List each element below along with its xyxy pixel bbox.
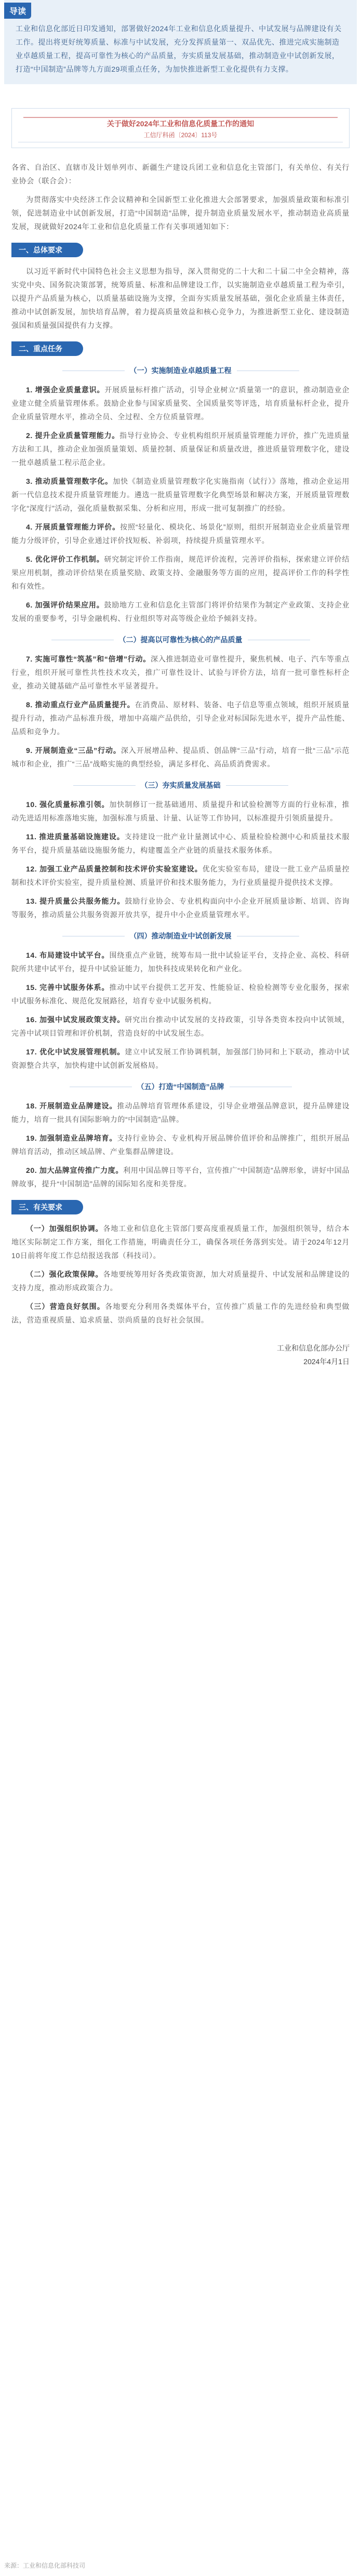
task-title: 3. 推动质量管理数字化。 bbox=[26, 477, 113, 485]
task-item bbox=[11, 598, 350, 625]
requirement-desc: 各地工业和信息化主管部门要高度重视质量工作，加强组织领导，结合本地区实际制定工作方案，细化工作措施，明确责任分工，确保各项任务落到实处。请于2024年12月10日前将年度工作总结报送我部（科技司）。 bbox=[11, 1224, 350, 1260]
task-title: 1. 增强企业质量意识。 bbox=[26, 386, 105, 394]
task-title: 10. 强化质量标准引领。 bbox=[26, 800, 110, 809]
task-title: 19. 加强制造业品牌培育。 bbox=[26, 1134, 117, 1142]
task-desc: 按照“轻量化、模块化、场景化”原则，组织开展制造业企业质量管理能力分级评价，引导企业通过评价找短板、补弱项，持续提升质量管理水平。 bbox=[11, 523, 350, 545]
requirement-title: （二）强化政策保障。 bbox=[26, 1270, 103, 1278]
subsection-5-body bbox=[11, 1099, 350, 1191]
lead-text: 工业和信息化部近日印发通知，部署做好2024年工业和信息化质量提升、中试发展与品牌建设有关工作。提出将更好统筹质量、标准与中试发展，充分发挥质量第一、双品优先、推进完成实施制造业卓越质量工程，提高可靠性为核心的产品质量，夯实质量发展基础，推动制造业中试创新发展，打造“中国制造”品牌等九方面29项重点任务，为加快推进新型工业化提供有力支撑。 bbox=[16, 24, 342, 73]
task-item bbox=[11, 1164, 350, 1191]
signature-block bbox=[11, 1341, 350, 1368]
task-desc: 加快制修订一批基础通用、质量提升和试验检测等方面的行业标准，推动先进适用标准落地实施，加强标准与质量、计量、认证等工作协同，以标准提升引领质量提升。 bbox=[11, 800, 350, 822]
task-desc: 围绕重点产业链，统筹布局一批中试验证平台，支持企业、高校、科研院所共建中试平台，提升中试验证能力，加快科技成果转化和产业化。 bbox=[11, 951, 350, 973]
task-desc: 深入开展增品种、提品质、创品牌“三品”行动，培育一批“三品”示范城市和企业，推广“三品”战略实施的典型经验，满足多样化、高品质消费需求。 bbox=[11, 746, 350, 768]
notice-body bbox=[11, 161, 350, 233]
task-title: 14. 布局建设中试平台。 bbox=[26, 951, 110, 959]
task-item bbox=[11, 552, 350, 593]
task-title: 18. 开展制造业品牌建设。 bbox=[26, 1102, 117, 1110]
task-desc: 优化实验室布局，建设一批工业产品质量控制和技术评价实验室，提升质量检测、质量评价和技术服务能力，为行业质量提升提供技术支撑。 bbox=[11, 865, 350, 887]
subsection-title: （三）夯实质量发展基础 bbox=[140, 781, 221, 789]
subsection-head-2 bbox=[0, 635, 361, 645]
task-item bbox=[11, 474, 350, 515]
task-item bbox=[11, 383, 350, 424]
task-item bbox=[11, 862, 350, 889]
subsection-title: （四）推动制造业中试创新发展 bbox=[129, 932, 232, 940]
section-head-3: 三、有关要求 bbox=[11, 1200, 83, 1214]
task-title: 5. 优化评价工作机制。 bbox=[26, 555, 104, 563]
requirement-title: （一）加强组织协调。 bbox=[26, 1224, 103, 1233]
sub-dash-right bbox=[226, 785, 288, 786]
addressee-paragraph: 各省、自治区、直辖市及计划单列市、新疆生产建设兵团工业和信息化主管部门，有关单位、有关行业协会（联合会）： bbox=[11, 163, 350, 185]
task-desc: 深入推进制造业可靠性提升，聚焦机械、电子、汽车等重点行业，组织开展可靠性共性技术攻关，推广可靠性设计、试验与评价方法，培育一批可靠性标杆企业，推动关键基础产品可靠性水平显著提升。 bbox=[11, 655, 350, 690]
subsection-title: （一）实施制造业卓越质量工程 bbox=[129, 366, 232, 375]
task-title: 17. 优化中试发展管理机制。 bbox=[26, 1048, 125, 1056]
subsection-3-body bbox=[11, 798, 350, 921]
task-title: 12. 加强工业产品质量控制和技术评价实验室建设。 bbox=[26, 865, 203, 873]
task-item bbox=[11, 698, 350, 738]
requirement-item bbox=[11, 1267, 350, 1294]
section-1-body bbox=[11, 265, 350, 332]
task-item bbox=[11, 798, 350, 825]
section-head-2: 二、重点任务 bbox=[11, 341, 83, 356]
task-title: 15. 完善中试服务体系。 bbox=[26, 983, 110, 992]
task-desc: 加快《制造业质量管理数字化实施指南（试行）》落地，推动企业运用新一代信息技术提升质量管理能力。遴选一批质量管理数字化典型场景和解决方案，开展质量管理数字化“深度行”活动，强化质量数据采集、分析和应用，形成一批可复制推广的经验。 bbox=[11, 477, 350, 512]
subsection-2-body bbox=[11, 652, 350, 771]
task-desc: 鼓励地方工业和信息化主管部门将评价结果作为制定产业政策、支持企业发展的重要参考，引导金融机构、行业组织等对高等级企业给予倾斜支持。 bbox=[11, 601, 350, 623]
task-title: 11. 推进质量基础设施建设。 bbox=[26, 833, 125, 841]
task-title: 8. 推动重点行业产品质量提升。 bbox=[26, 701, 135, 709]
task-desc: 研究制定评价工作指南，规范评价流程，完善评价指标，探索建立评价结果应用机制，推动评价结果在质量奖励、政策支持、金融服务等方面的应用，提高评价工作的科学性和有效性。 bbox=[11, 555, 350, 590]
requirement-item bbox=[11, 1222, 350, 1262]
task-item bbox=[11, 1013, 350, 1040]
task-desc: 支持建设一批产业计量测试中心、质量检验检测中心和质量技术服务平台，提升质量基础设施服务能力，构建覆盖全产业链的质量技术服务体系。 bbox=[11, 833, 350, 854]
task-title: 20. 加大品牌宣传推广力度。 bbox=[26, 1166, 124, 1174]
lead-box bbox=[4, 0, 357, 84]
task-desc: 推动品牌培育管理体系建设，引导企业增强品牌意识，提升品牌建设能力，培育一批具有国际影响力的“中国制造”品牌。 bbox=[11, 1102, 350, 1124]
task-desc: 支持行业协会、专业机构开展品牌价值评价和品牌推广，组织开展品牌培育活动，推动区域品牌、产业集群品牌建设。 bbox=[11, 1134, 350, 1156]
lead-tag: 导读 bbox=[4, 3, 31, 19]
task-item bbox=[11, 981, 350, 1008]
task-desc: 在消费品、原材料、装备、电子信息等重点领域，组织开展质量提升行动，推动产品标准升级，增加中高端产品供给，引导企业对标国际先进水平，提升产品性能、品质和竞争力。 bbox=[11, 701, 350, 736]
subsection-title: （二）提高以可靠性为核心的产品质量 bbox=[118, 636, 243, 644]
notice-doc-number: 工信厅科函〔2024〕113号 bbox=[143, 131, 218, 139]
task-title: 9. 开展制造业“三品”行动。 bbox=[26, 746, 121, 755]
task-item bbox=[11, 520, 350, 547]
subsection-title: （五）打造“中国制造”品牌 bbox=[137, 1082, 224, 1091]
notice-title-box bbox=[11, 108, 350, 148]
section-1-text: 以习近平新时代中国特色社会主义思想为指导，深入贯彻党的二十大和二十届二中全会精神，落实党中央、国务院决策部署，统筹质量、标准和品牌建设工作，以实施制造业卓越质量工程为牵引，以提升产品质量为核心，以质量基础设施为支撑，全面夯实质量发展基础，强化企业质量主体责任，推动中试创新发展，加快培育品牌，着力提高质量效益和核心竞争力，为推进新型工业化、建设制造强国和质量强国提供有力支撑。 bbox=[11, 267, 350, 329]
subsection-1-body bbox=[11, 383, 350, 625]
subsection-head-4 bbox=[0, 931, 361, 941]
task-title: 4. 开展质量管理能力评价。 bbox=[26, 523, 121, 531]
task-item bbox=[11, 652, 350, 693]
task-item bbox=[11, 429, 350, 469]
requirement-title: （三）营造良好氛围。 bbox=[26, 1302, 105, 1311]
task-desc: 指导行业协会、专业机构组织开展质量管理能力评价，推广先进质量方法和工具，推动企业加强质量策划、质量控制、质量保证和质量改进，推进质量管理数字化，建设一批卓越质量工程示范企业。 bbox=[11, 431, 350, 467]
task-item bbox=[11, 1045, 350, 1072]
intro-paragraph: 为贯彻落实中央经济工作会议精神和全国新型工业化推进大会部署要求，加强质量政策和标准引领，促进制造业中试创新发展，打造“中国制造”品牌，提升制造业质量发展水平，推动制造业高质量发展，现就做好2024年工业和信息化质量工作有关事项通知如下： bbox=[11, 195, 350, 231]
task-item bbox=[11, 948, 350, 975]
subsection-head-1 bbox=[0, 365, 361, 376]
subsection-head-3 bbox=[0, 780, 361, 790]
task-item bbox=[11, 894, 350, 921]
task-title: 7. 实施可靠性“筑基”和“倍增”行动。 bbox=[26, 655, 151, 663]
task-desc: 推动中试平台提供工艺开发、性能验证、检验检测等专业化服务，探索中试服务标准化、规范化发展路径，培育专业中试服务机构。 bbox=[11, 983, 350, 1005]
task-item bbox=[11, 1131, 350, 1158]
task-desc: 建立中试发展工作协调机制，加强部门协同和上下联动，推动中试资源整合共享，加快构建中试创新发展格局。 bbox=[11, 1048, 350, 1069]
requirement-item bbox=[11, 1300, 350, 1327]
task-item bbox=[11, 744, 350, 771]
requirement-desc: 各地要充分利用各类媒体平台，宣传推广质量工作的先进经验和典型做法，营造重视质量、追求质量、崇尚质量的良好社会氛围。 bbox=[11, 1302, 350, 1324]
requirement-desc: 各地要统筹用好各类政策资源，加大对质量提升、中试发展和品牌建设的支持力度，推动形成政策合力。 bbox=[11, 1270, 350, 1292]
task-title: 16. 加强中试发展政策支持。 bbox=[26, 1015, 125, 1024]
task-desc: 开展质量标杆推广活动，引导企业树立“质量第一”的意识，推动制造业企业建立健全质量管理体系。鼓励企业参与国家质量奖、全国质量奖等评选，培育质量标杆企业，提升企业质量管理水平，推动全员、全过程、全方位质量管理。 bbox=[11, 386, 350, 421]
section-3-body bbox=[11, 1222, 350, 1327]
signature-org: 工业和信息化部办公厅 bbox=[277, 1344, 350, 1352]
subsection-head-5 bbox=[0, 1081, 361, 1092]
task-title: 2. 提升企业质量管理能力。 bbox=[26, 431, 120, 440]
task-item bbox=[11, 830, 350, 857]
task-item bbox=[11, 1099, 350, 1126]
notice-title: 关于做好2024年工业和信息化质量工作的通知 bbox=[106, 120, 255, 128]
signature-date: 2024年4月1日 bbox=[303, 1357, 350, 1366]
task-desc: 利用中国品牌日等平台，宣传推广“中国制造”品牌形象，讲好中国品牌故事，提升“中国制造”品牌的国际知名度和美誉度。 bbox=[11, 1166, 350, 1188]
subsection-4-body bbox=[11, 948, 350, 1072]
sub-dash-left bbox=[73, 785, 136, 786]
source-note: 来源：工业和信息化部科技司 bbox=[4, 2562, 86, 2569]
task-title: 6. 加强评价结果应用。 bbox=[26, 601, 104, 609]
task-desc: 研究出台推动中试发展的支持政策，引导各类资本投向中试领域，完善中试项目管理和评价机制，营造良好的中试发展生态。 bbox=[11, 1015, 350, 1037]
task-desc: 鼓励行业协会、专业机构面向中小企业开展质量诊断、培训、咨询等服务，推动质量公共服务资源开放共享，提升中小企业质量管理水平。 bbox=[11, 897, 350, 919]
section-head-1: 一、总体要求 bbox=[11, 243, 83, 257]
task-title: 13. 提升质量公共服务能力。 bbox=[26, 897, 125, 905]
